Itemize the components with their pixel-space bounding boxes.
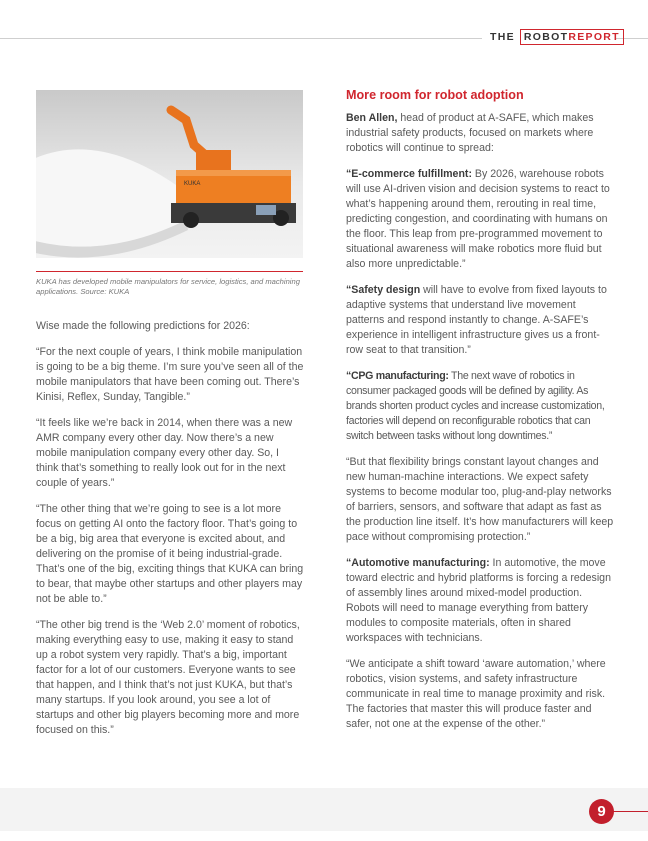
paragraph [346,556,614,646]
lead-in: “Safety design [346,284,421,296]
paragraph: “The other big trend is the ‘Web 2.0’ moment of robotics, making everything easy to use, making it easy to stand up a robot system very rapidly. That’s a big, important factor for a lot of our customers. Everyone wants to see that happen, and I think that’s not just KUKA, but that’s many startups. If you look around, you see a lot of startups and other big players becoming more and more focused on this.” [36,619,300,736]
paragraph [346,283,614,358]
lead-in: “Automotive manufacturing: [346,557,490,569]
paragraph [346,455,614,545]
paragraph-text: will have to evolve from fixed layouts to adaptive systems that understand live movement patterns and respond instantly to change. A-SAFE’s experience in intelligent infrastructure gives us a front-row seat to that transition.” [346,284,607,356]
lead-in: Ben Allen, [346,112,398,124]
paragraph-text: By 2026, warehouse robots will use AI-driven vision and decision systems to react to what’s happening around them, rerouting in real time, predicting congestion, and coordinating with humans on the floor. This leap from pre-programmed movement to situational awareness will make robotics more fluid but also more unpredictable.” [346,168,610,270]
paragraph [346,657,614,732]
robot-label: KUKA [184,181,201,187]
paragraph-text: “We anticipate a shift toward ‘aware automation,’ where robotics, vision systems, and safety infrastructure communicate in real time to manage proximity and risk. The factories that master this will produce faster and safer, not one at the expense of the other.” [346,658,606,730]
paragraph: “For the next couple of years, I think mobile manipulation is going to be a big theme. I’m sure you’ve seen all of the mobile manipulators that have been coming out. There’s Kinisi, Reflex, Sunday, Tangible.” [36,346,304,403]
logo-the: THE [490,31,515,43]
paragraph: Wise made the following predictions for 2026: [36,320,250,332]
paragraph-text: “But that flexibility brings constant layout changes and new human-machine interactions. We expect safety systems to become modular too, plug-and-play networks of barriers, sensors, and software that adapt as fast as the production line itself. It’s how manufacturers will keep pace without compromising protection.” [346,456,614,543]
logo-robot: ROBOT [523,31,569,43]
right-column [346,111,614,743]
figure-caption: KUKA has developed mobile manipulators for service, logistics, and machining applications. Source: KUKA [36,277,300,296]
paragraph-text: head of product at A-SAFE, which makes industrial safety products, focused on markets where robotics will continue to spread: [346,112,594,154]
lead-in: “E-commerce fulfillment: [346,168,472,180]
paragraph [346,167,614,272]
paragraph-text: The next wave of robotics in consumer packaged goods will be defined by agility. As brands shorten product cycles and increase customization, factories will depend on reconfigurable robotics that can switch between tasks without long downtimes.” [346,370,605,442]
left-column [36,319,304,749]
footer-band [0,788,648,831]
paragraph-text: In automotive, the move toward electric and hybrid platforms is forcing a redesign of assembly lines around mixed-model production. Robots will need to manage everything from battery modules to composite materials, often in shared workspaces with technicians. [346,557,611,644]
kuka-robot-photo [36,90,303,258]
caption-rule [36,271,303,272]
page-number-rule [612,811,648,812]
page-number: 9 [589,799,614,824]
section-heading: More room for robot adoption [346,88,524,102]
paragraph [346,111,614,156]
paragraph [346,369,614,444]
lead-in: “CPG manufacturing: [346,370,449,382]
paragraph: “It feels like we’re back in 2014, when there was a new AMR company every other day. Now there’s a new mobile manipulation company every other day. So, I think that’s something to really look out for in the next couple of years.” [36,417,293,489]
header-rule-left [0,38,482,39]
paragraph: “The other thing that we’re going to see is a lot more focus on getting AI onto the factory floor. That’s going to be a big, big area that everyone is excited about, and delivering on the promise of it being industrial-grade. That’s one of the big, exciting things that KUKA can bring to bear, that maybe other startups and other players may not be able to.” [36,503,304,605]
logo-box [520,29,624,45]
logo-report: REPORT [568,31,620,43]
robot-report-logo [490,29,624,45]
